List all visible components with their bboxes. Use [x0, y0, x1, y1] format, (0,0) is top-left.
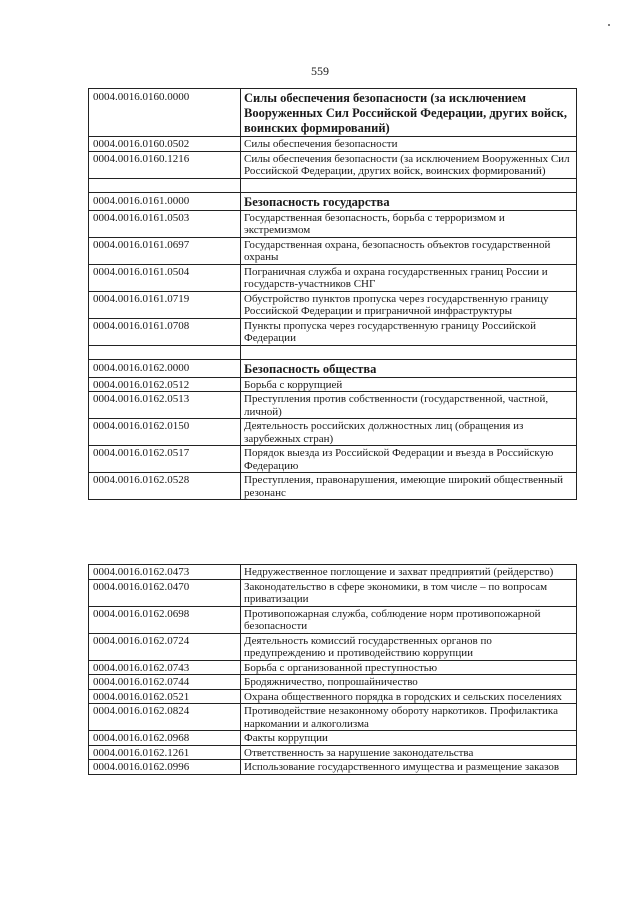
topic-description: Порядок выезда из Российской Федерации и въезда в Российскую Федерацию [241, 446, 577, 473]
table-row [89, 237, 577, 264]
topic-description: Деятельность комиссий государственных органов по предупреждению и противодействию коррупции [241, 633, 577, 660]
classifier-code: 0004.0016.0162.0517 [89, 446, 241, 473]
classifier-code [89, 178, 241, 192]
topic-description: Пункты пропуска через государственную границу Российской Федерации [241, 318, 577, 345]
classifier-code: 0004.0016.0160.1216 [89, 151, 241, 178]
classifier-code: 0004.0016.0162.1261 [89, 745, 241, 760]
classifier-code: 0004.0016.0162.0968 [89, 731, 241, 746]
table-row [89, 675, 577, 690]
table-row [89, 704, 577, 731]
section-title: Силы обеспечения безопасности (за исключением Вооруженных Сил Российской Федерации, других войск, воинских формирований) [241, 89, 577, 137]
topic-description: Силы обеспечения безопасности (за исключением Вооруженных Сил Российской Федерации, других войск, воинских формирований) [241, 151, 577, 178]
section-heading-row [89, 359, 577, 377]
page-number: 559 [311, 64, 329, 78]
scan-artifact-dot [608, 24, 610, 26]
section-heading-row [89, 192, 577, 210]
table-row [89, 579, 577, 606]
spacer-row [89, 345, 577, 359]
table-row [89, 473, 577, 500]
topic-description: Бродяжничество, попрошайничество [241, 675, 577, 690]
classifier-code: 0004.0016.0162.0512 [89, 377, 241, 392]
classifier-code: 0004.0016.0162.0000 [89, 359, 241, 377]
classifier-code: 0004.0016.0161.0719 [89, 291, 241, 318]
classifier-code: 0004.0016.0162.0528 [89, 473, 241, 500]
classifier-code: 0004.0016.0162.0150 [89, 419, 241, 446]
classifier-code: 0004.0016.0161.0697 [89, 237, 241, 264]
table-row [89, 446, 577, 473]
topic-description: Преступления, правонарушения, имеющие широкий общественный резонанс [241, 473, 577, 500]
table-row [89, 264, 577, 291]
classifier-code: 0004.0016.0162.0473 [89, 565, 241, 580]
table-row [89, 565, 577, 580]
classifier-code: 0004.0016.0162.0724 [89, 633, 241, 660]
classifier-code: 0004.0016.0162.0470 [89, 579, 241, 606]
classifier-code: 0004.0016.0162.0513 [89, 392, 241, 419]
classifier-table-2 [88, 564, 577, 775]
topic-description [241, 345, 577, 359]
classifier-code: 0004.0016.0161.0503 [89, 210, 241, 237]
topic-description: Противопожарная служба, соблюдение норм противопожарной безопасности [241, 606, 577, 633]
classifier-code: 0004.0016.0162.0698 [89, 606, 241, 633]
topic-description: Недружественное поглощение и захват предприятий (рейдерство) [241, 565, 577, 580]
classifier-code: 0004.0016.0161.0000 [89, 192, 241, 210]
topic-description: Использование государственного имущества и размещение заказов [241, 760, 577, 775]
topic-description: Охрана общественного порядка в городских и сельских поселениях [241, 689, 577, 704]
classifier-code: 0004.0016.0162.0824 [89, 704, 241, 731]
topic-description [241, 178, 577, 192]
classifier-code [89, 345, 241, 359]
topic-description: Пограничная служба и охрана государственных границ России и государств-участников СНГ [241, 264, 577, 291]
table-row [89, 606, 577, 633]
topic-description: Государственная безопасность, борьба с терроризмом и экстремизмом [241, 210, 577, 237]
classifier-table-1 [88, 88, 577, 500]
topic-description: Преступления против собственности (государственной, частной, личной) [241, 392, 577, 419]
topic-description: Факты коррупции [241, 731, 577, 746]
topic-description: Ответственность за нарушение законодательства [241, 745, 577, 760]
table-row [89, 392, 577, 419]
table-row [89, 731, 577, 746]
topic-description: Обустройство пунктов пропуска через государственную границу Российской Федерации и приграничной инфраструктуры [241, 291, 577, 318]
classifier-code: 0004.0016.0160.0000 [89, 89, 241, 137]
topic-description: Борьба с организованной преступностью [241, 660, 577, 675]
table-row [89, 210, 577, 237]
classifier-code: 0004.0016.0162.0743 [89, 660, 241, 675]
table-row [89, 377, 577, 392]
topic-description: Государственная охрана, безопасность объектов государственной охраны [241, 237, 577, 264]
topic-description: Борьба с коррупцией [241, 377, 577, 392]
table-row [89, 689, 577, 704]
section-title: Безопасность общества [241, 359, 577, 377]
section-heading-row [89, 89, 577, 137]
spacer-row [89, 178, 577, 192]
classifier-code: 0004.0016.0162.0744 [89, 675, 241, 690]
table-row [89, 745, 577, 760]
table-row [89, 151, 577, 178]
classifier-code: 0004.0016.0160.0502 [89, 137, 241, 152]
topic-description: Силы обеспечения безопасности [241, 137, 577, 152]
table-row [89, 760, 577, 775]
classifier-code: 0004.0016.0161.0504 [89, 264, 241, 291]
table-row [89, 291, 577, 318]
classifier-code: 0004.0016.0161.0708 [89, 318, 241, 345]
topic-description: Противодействие незаконному обороту наркотиков. Профилактика наркомании и алкоголизма [241, 704, 577, 731]
classifier-code: 0004.0016.0162.0996 [89, 760, 241, 775]
classifier-code: 0004.0016.0162.0521 [89, 689, 241, 704]
table-row [89, 419, 577, 446]
topic-description: Деятельность российских должностных лиц (обращения из зарубежных стран) [241, 419, 577, 446]
section-title: Безопасность государства [241, 192, 577, 210]
table-row [89, 137, 577, 152]
table-row [89, 633, 577, 660]
topic-description: Законодательство в сфере экономики, в том числе – по вопросам приватизации [241, 579, 577, 606]
table-row [89, 660, 577, 675]
table-row [89, 318, 577, 345]
